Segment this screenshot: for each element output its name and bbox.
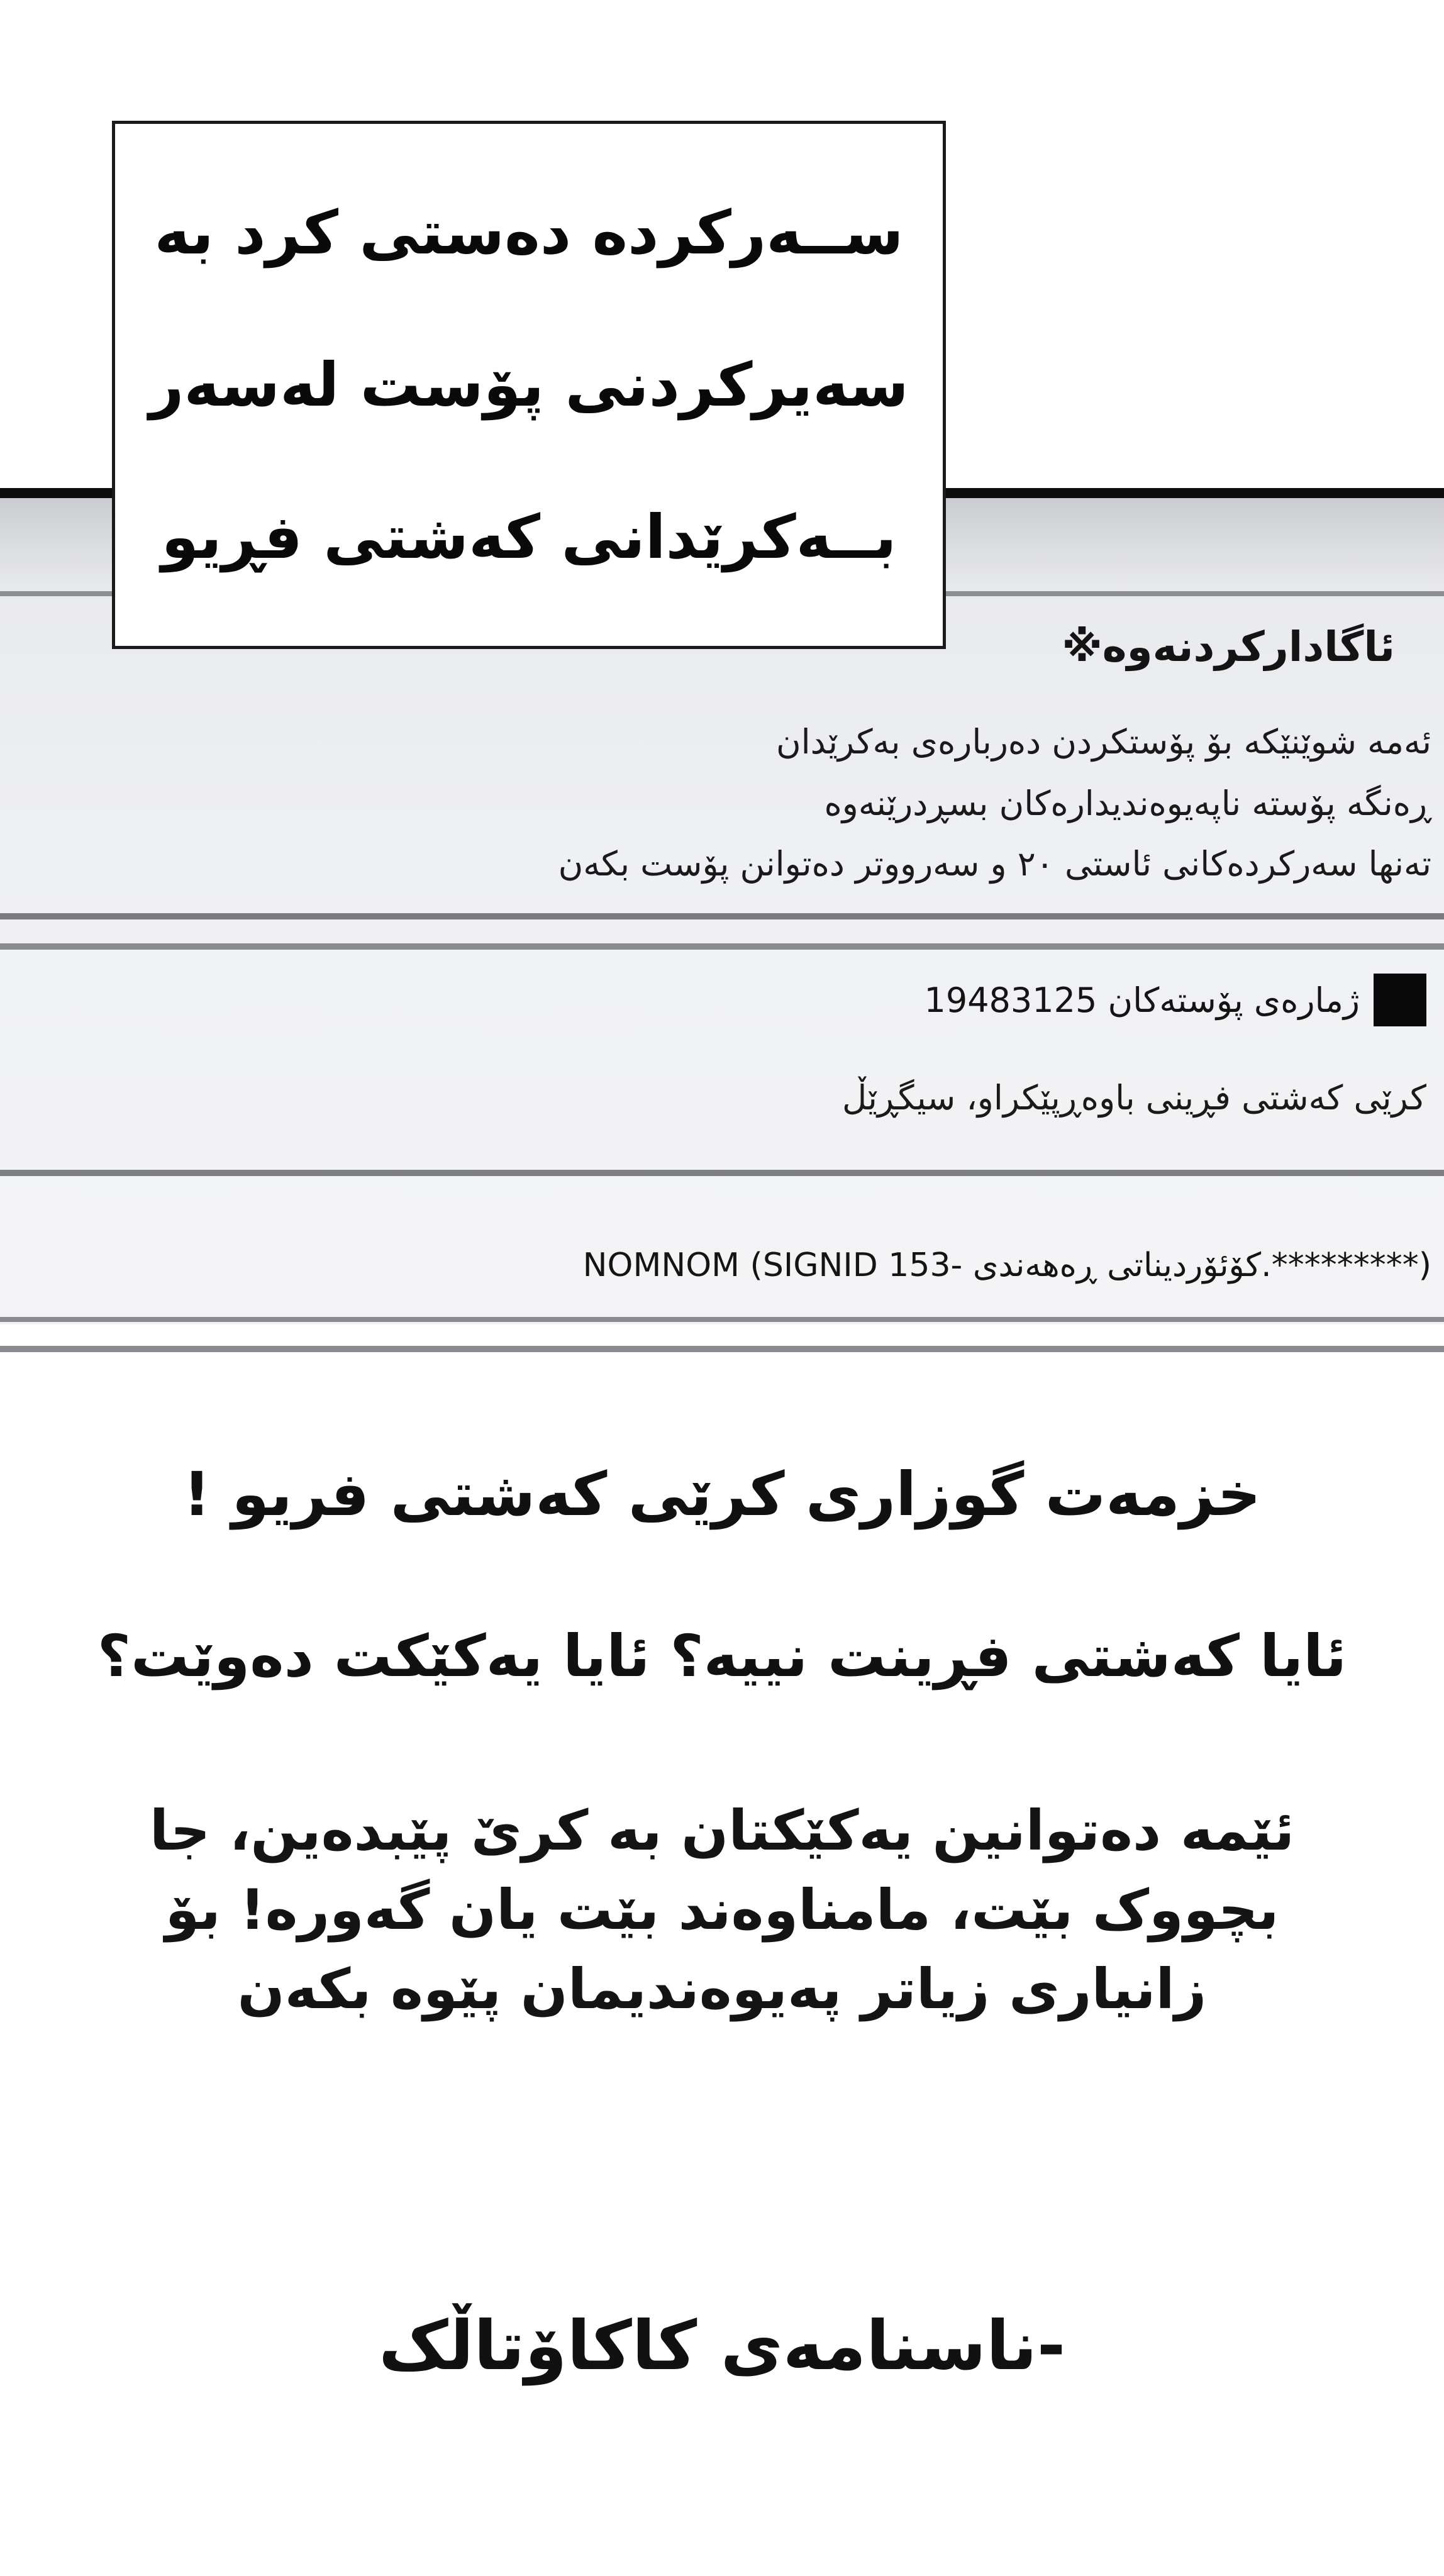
ad-title: خزمەت گوزاری کرێی کەشتی فریو ! [183, 1459, 1261, 1530]
ad-body-line: زانیاری زیاتر پەیوەندیمان پێوە بکەن [237, 1957, 1207, 2021]
divider [0, 1346, 1444, 1352]
caption-line: ســەرکردە دەستی کرد بە [154, 197, 904, 268]
post-count: ژمارەی پۆستەکان 19483125 [924, 980, 1360, 1020]
divider [0, 943, 1444, 950]
notice-line: تەنها سەرکردەکانی ئاستی ٢٠ و سەرووتر دەتوانن پۆست بکەن [558, 844, 1431, 884]
post-coordinate: NOMNOM (SIGNID 153- کۆئۆردیناتی ڕەهەندی.*********) [582, 1246, 1431, 1284]
divider [0, 1170, 1444, 1176]
ad-body-line: ئێمە دەتوانین یەکێکتان بە کرێ پێبدەین، جا [149, 1798, 1295, 1863]
divider [0, 1317, 1444, 1322]
narration-caption-box [112, 121, 946, 649]
ad-body [0, 1791, 1444, 2029]
caption-line: سەیرکردنی پۆست لەسەر [149, 350, 909, 420]
ad-question: ئایا کەشتی فڕینت نییە؟ ئایا یەکێکت دەوێت؟ [97, 1623, 1347, 1690]
caption-line: بــەکرێدانی کەشتی فڕیو [161, 502, 897, 572]
post-count-row [924, 974, 1426, 1026]
notice-line: ڕەنگە پۆستە ناپەیوەندیدارەکان بسڕدرێنەوە [824, 784, 1431, 823]
ad-body-line: بچووک بێت، مامناوەند بێت یان گەورە! بۆ [165, 1877, 1279, 1942]
notice-title: ئاگادارکردنەوە※ [1062, 623, 1395, 671]
notice-line: ئەمە شوێنێکە بۆ پۆستکردن دەربارەی بەکرێدان [776, 722, 1431, 762]
post-subtitle[interactable]: کرێی کەشتی فڕینی باوەڕپێکراو، سیگڕێڵ [841, 1078, 1426, 1118]
divider [0, 913, 1444, 919]
square-icon [1374, 974, 1426, 1026]
signature: -ناسنامەی کاکاۆتاڵک [379, 2307, 1065, 2385]
